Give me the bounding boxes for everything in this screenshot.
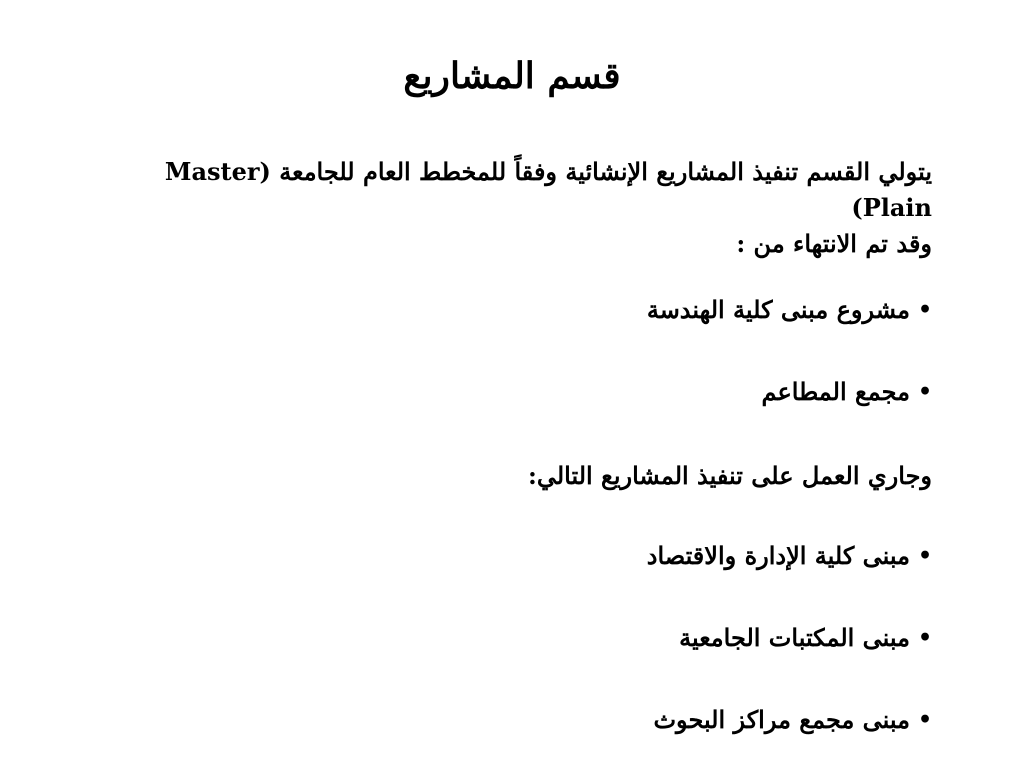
completed-project-restaurants: مجمع المطاعم: [761, 377, 910, 406]
intro-line-2: وقد تم الانتهاء من :: [736, 229, 932, 258]
ongoing-project-libraries: مبنى المكتبات الجامعية: [679, 623, 910, 652]
ongoing-project-research: مبنى مجمع مراكز البحوث: [653, 705, 910, 734]
ongoing-projects-list: [132, 538, 932, 784]
list-item: [132, 620, 932, 656]
bullet-icon: •: [917, 707, 932, 733]
intro-paragraph: [132, 154, 932, 262]
intro-line-1: يتولي القسم تنفيذ المشاريع الإنشائية وفقاً للمخطط العام للجامعة (Master Plain): [164, 157, 932, 222]
completed-project-engineering: مشروع مبنى كلية الهندسة: [646, 295, 910, 324]
bullet-icon: •: [917, 379, 932, 405]
slide-title: قسم المشاريع: [403, 55, 621, 97]
ongoing-heading: وجاري العمل على تنفيذ المشاريع التالي:: [527, 461, 932, 490]
completed-projects-list: [132, 292, 932, 456]
list-item: [132, 374, 932, 410]
list-item: [132, 702, 932, 738]
list-item: [132, 538, 932, 574]
bullet-icon: •: [917, 297, 932, 323]
ongoing-project-management: مبنى كلية الإدارة والاقتصاد: [646, 541, 910, 570]
bullet-icon: •: [917, 625, 932, 651]
list-item: [132, 292, 932, 328]
bullet-icon: •: [917, 543, 932, 569]
